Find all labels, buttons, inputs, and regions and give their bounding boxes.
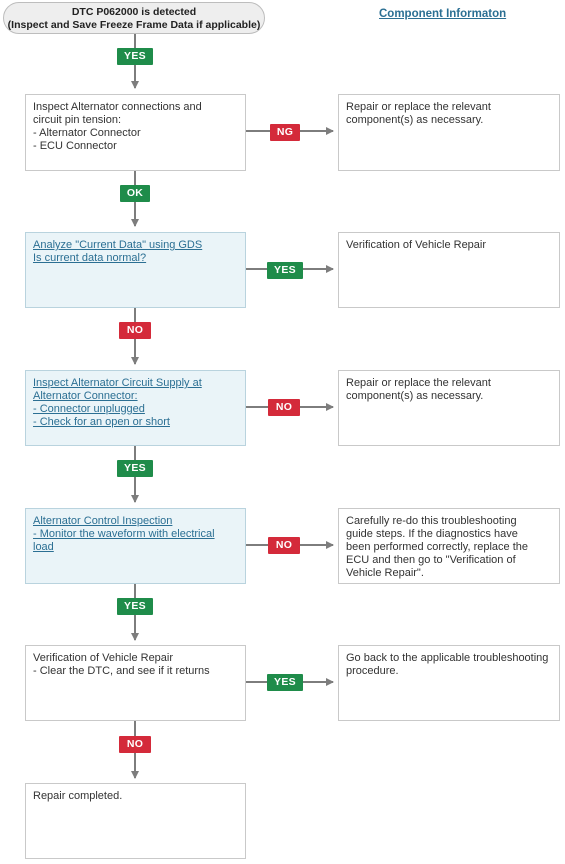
step-link-text[interactable]: Inspect Alternator Circuit Supply at [33,377,202,389]
step-text: - Clear the DTC, and see if it returns [33,665,210,677]
badge-ok: OK [120,185,150,202]
badge-ng: NG [270,124,300,141]
badge-yes: YES [267,262,303,279]
result-text: been performed correctly, replace the [346,541,528,553]
result-repair-2 [338,370,560,446]
start-subtitle: (Inspect and Save Freeze Frame Data if applicable) [7,19,261,31]
result-text: Repair or replace the relevant [346,101,491,113]
step-link-text[interactable]: Alternator Control Inspection [33,515,173,527]
result-text: Repair or replace the relevant [346,377,491,389]
badge-no: NO [119,322,151,339]
start-title: DTC P062000 is detected [71,6,197,18]
step-text: circuit pin tension: [33,114,122,126]
result-text: procedure. [346,665,399,677]
step-link-text[interactable]: Alternator Connector: [33,390,138,402]
result-text: Verification of Vehicle Repair [346,239,487,251]
step-text: Inspect Alternator connections and [33,101,202,113]
step-text: Verification of Vehicle Repair [33,652,174,664]
badge-yes: YES [117,48,153,65]
step-inspect-circuit-supply[interactable] [25,370,246,446]
result-text: Go back to the applicable troubleshooting [346,652,549,664]
step-link-text[interactable]: load [33,541,54,553]
step-verification-2 [25,645,246,721]
step-analyze-current-data[interactable] [25,232,246,308]
step-link-text[interactable]: - Monitor the waveform with electrical [33,528,215,540]
result-text: Carefully re-do this troubleshooting [346,515,517,527]
step-link-text[interactable]: - Check for an open or short [33,416,170,428]
step-link-text[interactable]: - Connector unplugged [33,403,145,415]
result-text: component(s) as necessary. [346,114,484,126]
result-repair-1 [338,94,560,171]
step-repair-completed [25,783,246,859]
badge-yes: YES [117,460,153,477]
result-text: ECU and then go to "Verification of [346,554,516,566]
component-information-link[interactable]: Component Informaton [379,8,507,20]
badge-no: NO [268,399,300,416]
step-link-text[interactable]: Analyze "Current Data" using GDS [33,239,203,251]
step-text: - ECU Connector [33,140,117,152]
badge-yes: YES [267,674,303,691]
result-verification-1 [338,232,560,308]
step-alternator-control-inspection[interactable] [25,508,246,584]
result-redo-steps [338,508,560,584]
result-go-back [338,645,560,721]
start-node [3,2,265,34]
badge-yes: YES [117,598,153,615]
result-text: component(s) as necessary. [346,390,484,402]
badge-no: NO [119,736,151,753]
step-text: - Alternator Connector [33,127,141,139]
step-link-text[interactable]: Is current data normal? [33,252,147,264]
result-text: Vehicle Repair". [346,567,424,579]
step-inspect-connections [25,94,246,171]
badge-no: NO [268,537,300,554]
result-text: guide steps. If the diagnostics have [346,528,518,540]
step-text: Repair completed. [33,790,123,802]
